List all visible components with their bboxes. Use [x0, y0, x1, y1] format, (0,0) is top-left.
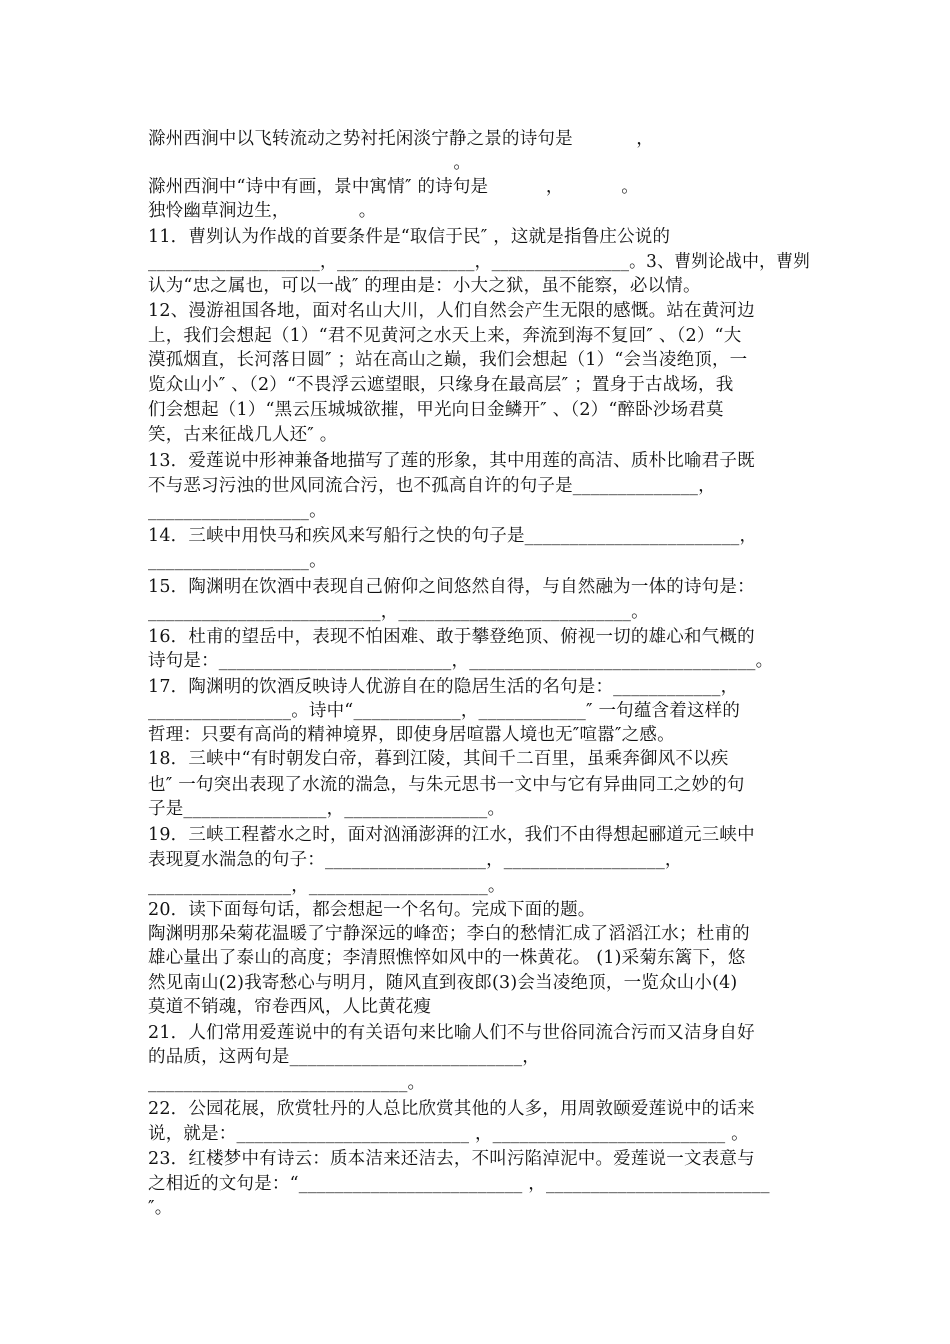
text-line: 14．三峡中用快马和疾风来写船行之快的句子是________________________， — [148, 526, 758, 546]
text-line: 哲理：只要有高尚的精神境界，即使身居喧嚣人境也无″喧嚣″之感。 — [148, 725, 675, 745]
text-line: 不与恶习污浊的世风同流合污，也不孤高自许的句子是______________， — [148, 476, 716, 496]
text-line: __________________。 — [148, 501, 327, 521]
text-line: 莫道不销魂，帘卷西风，人比黄花瘦 — [148, 997, 432, 1017]
text-line: 也″ 一句突出表现了水流的湍急，与朱元思书一文中与它有异曲同工之妙的句 — [148, 775, 745, 795]
text-line: 11．曹刿认为作战的首要条件是“取信于民″ ，这就是指鲁庄公说的 — [148, 227, 671, 247]
text-line: __________________。 — [148, 551, 327, 571]
text-line: 认为“忠之属也，可以一战″ 的理由是：小大之狱，虽不能察，必以情。 — [148, 276, 701, 296]
text-line: _____________________________。 — [148, 1073, 426, 1093]
text-line: ________________，____________________。 — [148, 876, 506, 896]
text-line: 18．三峡中“有时朝发白帝，暮到江陵，其间千二百里，虽乘奔御风不以疾 — [148, 749, 729, 769]
text-line: 说，就是：__________________________ ，__________________________ 。 — [148, 1124, 749, 1144]
text-line: ____________________，________________，________________。3、曹刿论战中，曹刿 — [148, 252, 811, 272]
text-line: 22．公园花展，欣赏牡丹的人总比欣赏其他的人多，用周敦颐爱莲说中的话来 — [148, 1099, 755, 1119]
text-line: 笑，古来征战几人还″ 。 — [148, 425, 338, 445]
text-line: 之相近的文句是：“_________________________ ，_________________________ — [148, 1174, 770, 1194]
text-line: 的品质，这两句是__________________________， — [148, 1047, 540, 1067]
text-line: 20．读下面每句话，都会想起一个名句。完成下面的题。 — [148, 900, 596, 920]
text-line: ________________。诗中“____________，____________″ 一句蕴含着这样的 — [148, 701, 741, 721]
text-line: 13．爱莲说中形神兼备地描写了莲的形象，其中用莲的高洁、质朴比喻君子既 — [148, 451, 755, 471]
text-line: 雄心量出了泰山的高度；李清照憔悴如风中的一株黄花。 (1)采菊东篱下，悠 — [148, 948, 746, 968]
text-line: 15．陶渊明在饮酒中表现自己俯仰之间悠然自得，与自然融为一体的诗句是： — [148, 577, 755, 597]
text-line: 漠孤烟直，长河落日圆″ ；站在高山之巅，我们会想起（1）“会当凌绝顶，一 — [148, 350, 748, 370]
text-line: 23．红楼梦中有诗云：质本洁来还洁去，不叫污陷淖泥中。爱莲说一文表意与 — [148, 1149, 755, 1169]
text-line: 诗句是：__________________________，________________________________。 — [148, 651, 774, 671]
text-line: 12、漫游祖国各地，面对名山大川，人们自然会产生无限的感慨。站在黄河边 — [148, 301, 755, 321]
text-line: 上，我们会想起（1）“君不见黄河之水天上来，奔流到海不复回″ 、（2）“大 — [148, 326, 742, 346]
text-line: 们会想起（1）“黑云压城城欲摧，甲光向日金鳞开″ 、（2）“醉卧沙场君莫 — [148, 400, 724, 420]
text-line: 然见南山(2)我寄愁心与明月，随风直到夜郎(3)会当凌绝顶，一览众山小(4) — [148, 973, 738, 993]
text-line: 滁州西涧中以飞转流动之势衬托闲淡宁静之景的诗句是 ， — [148, 129, 654, 149]
text-line: 17．陶渊明的饮酒反映诗人优游自在的隐居生活的名句是：____________， — [148, 677, 739, 697]
text-line: 独怜幽草涧边生， 。 — [148, 201, 377, 221]
text-line: 16．杜甫的望岳中，表现不怕困难、敢于攀登绝顶、俯视一切的雄心和气概的 — [148, 627, 755, 647]
text-line: ″。 — [148, 1198, 173, 1218]
text-line: 21．人们常用爱莲说中的有关语句来比喻人们不与世俗同流合污而又洁身自好 — [148, 1023, 755, 1043]
text-line: 滁州西涧中“诗中有画，景中寓情″ 的诗句是 ， 。 — [148, 177, 639, 197]
text-line: 。 — [148, 153, 472, 173]
text-line: 子是________________，________________。 — [148, 799, 506, 819]
text-line: 览众山小″ 、（2）“不畏浮云遮望眼，只缘身在最高层″ ；置身于古战场，我 — [148, 375, 734, 395]
text-line: 19．三峡工程蓄水之时，面对汹涌澎湃的江水，我们不由得想起郦道元三峡中 — [148, 825, 755, 845]
text-line: __________________________，__________________________。 — [148, 602, 649, 622]
text-line: 表现夏水湍急的句子：__________________，__________________， — [148, 850, 683, 870]
text-line: 陶渊明那朵菊花温暖了宁静深远的峰峦；李白的愁情汇成了滔滔江水；杜甫的 — [148, 924, 750, 944]
